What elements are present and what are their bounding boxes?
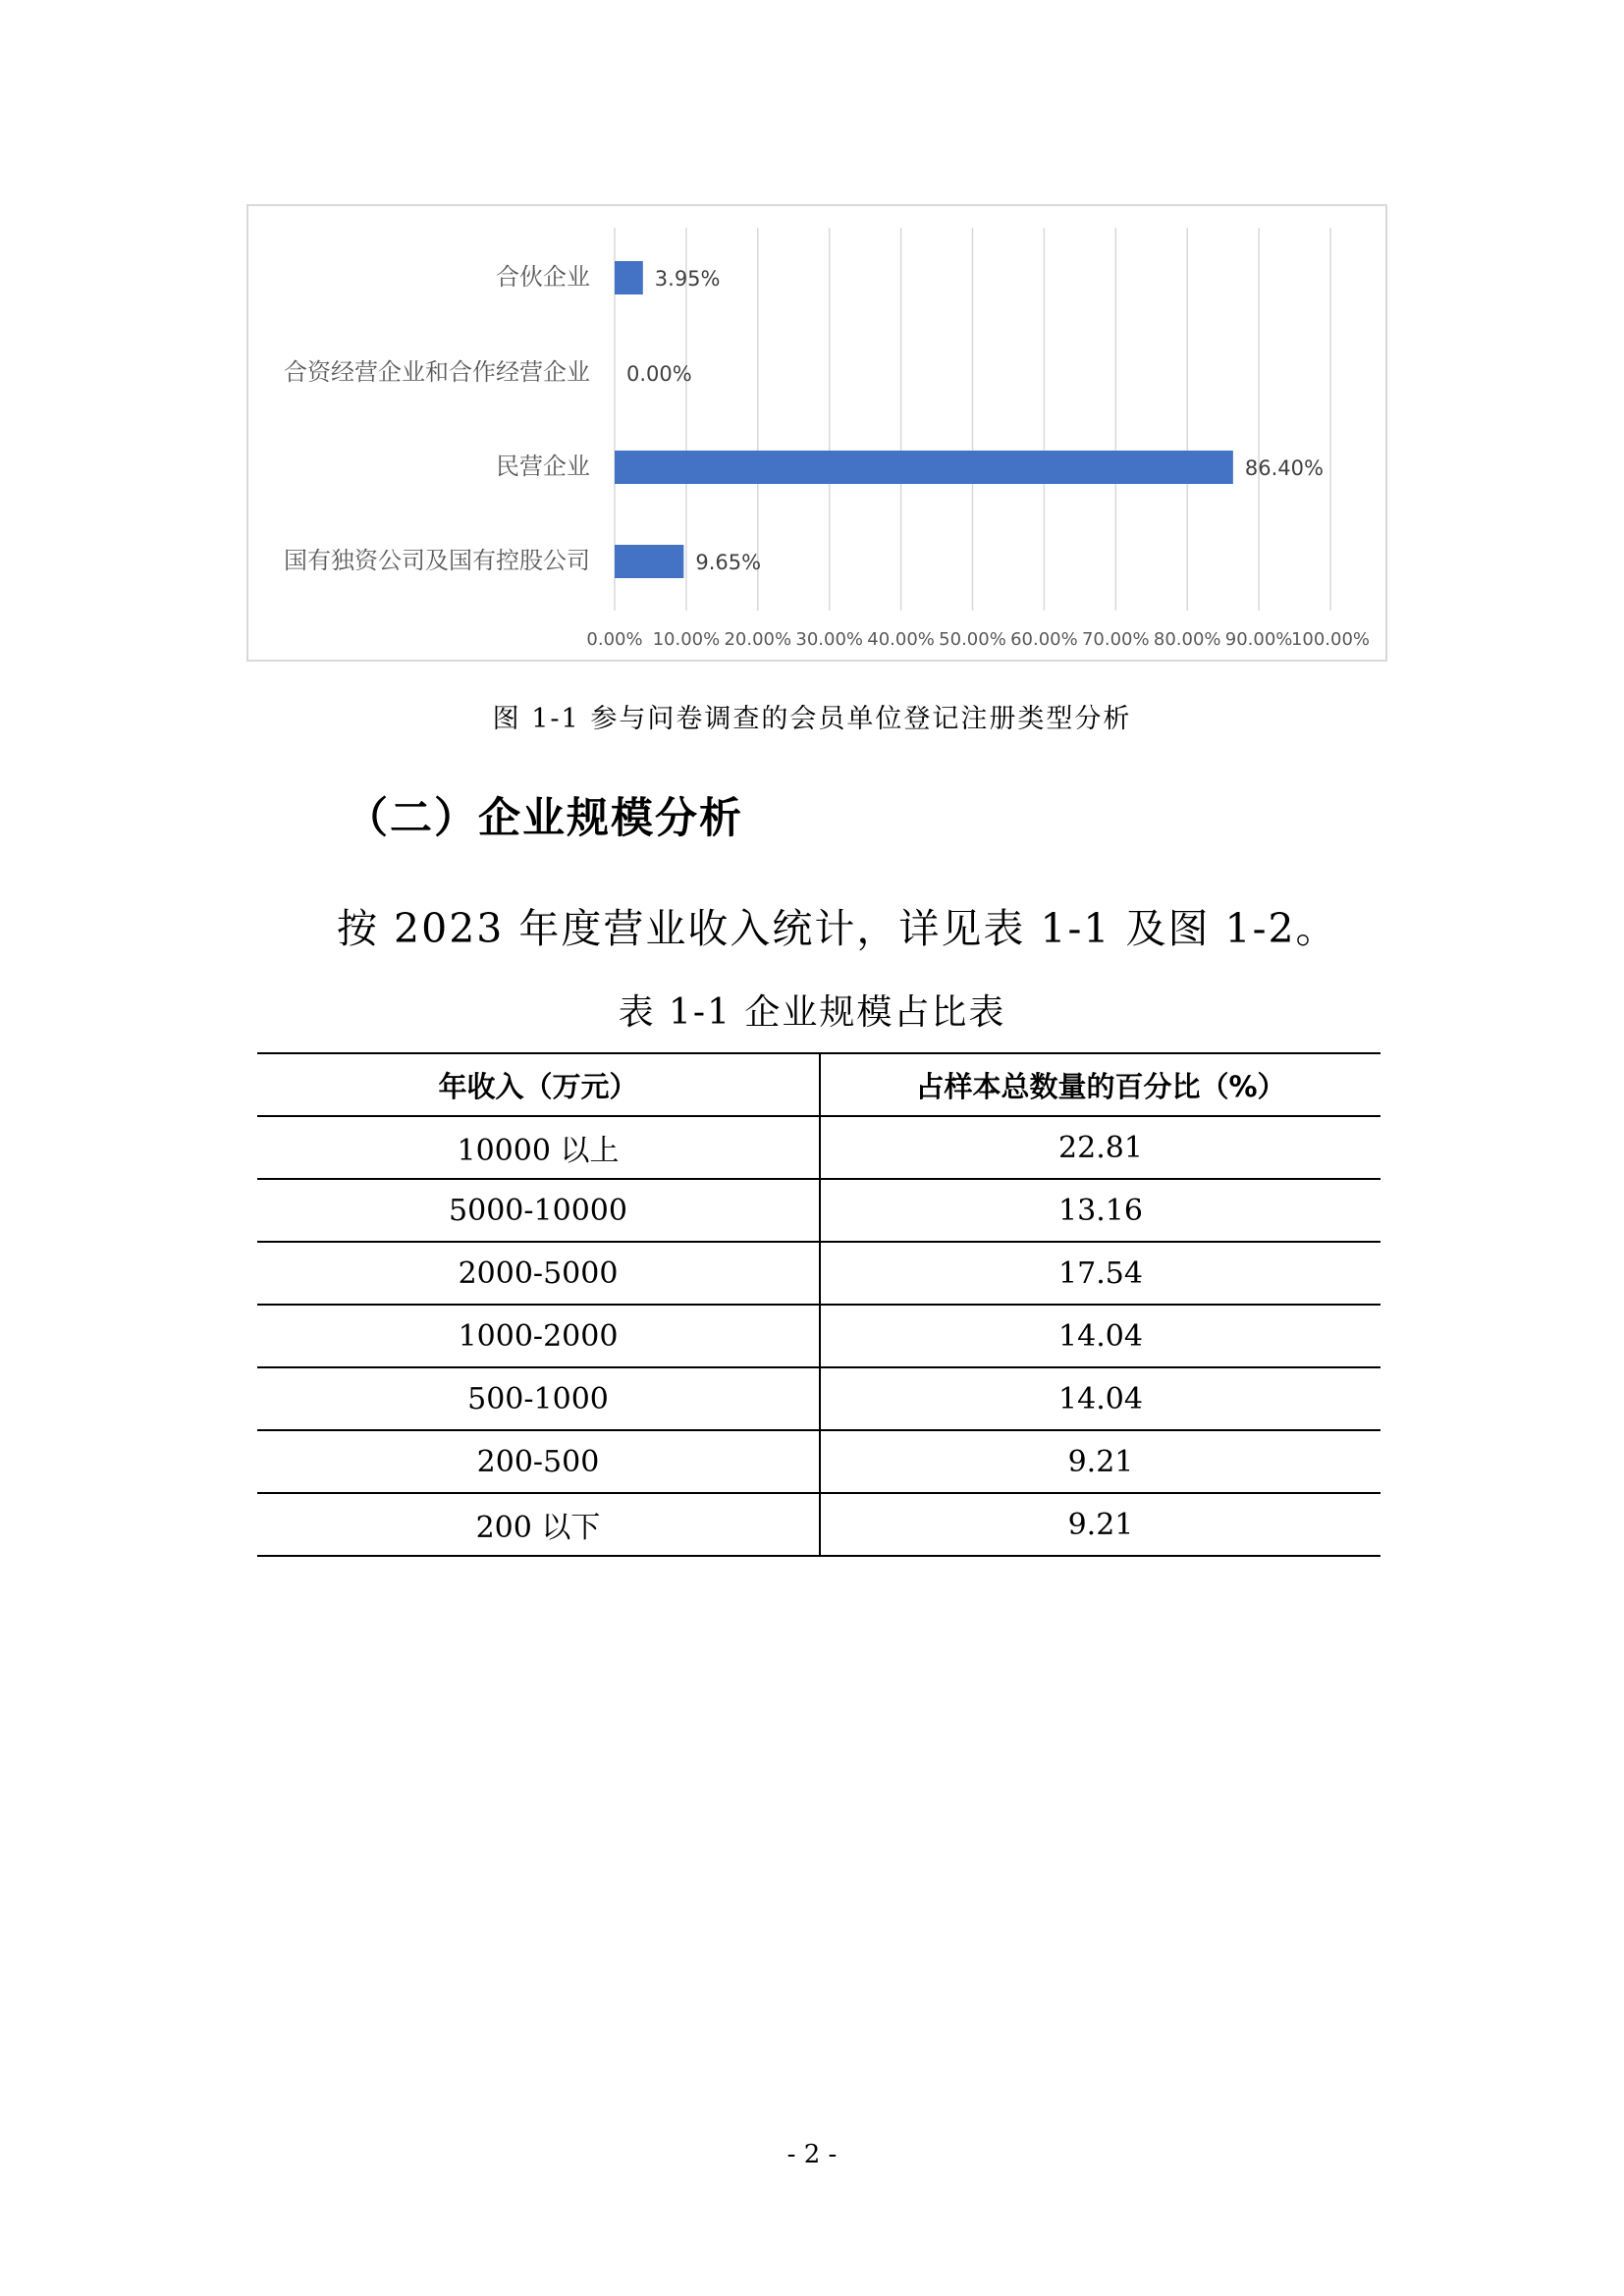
x-tick-label: 30.00% [795, 629, 864, 650]
cell-revenue-range: 10000 以上 [257, 1116, 820, 1179]
x-tick-label: 50.00% [939, 629, 1006, 650]
cell-percentage: 22.81 [820, 1116, 1380, 1179]
x-tick-label: 10.00% [652, 629, 721, 650]
category-label: 合伙企业 [496, 263, 590, 291]
cell-percentage: 9.21 [820, 1430, 1380, 1493]
cell-percentage: 14.04 [820, 1305, 1380, 1367]
x-tick-label: 0.00% [586, 629, 643, 650]
cell-percentage: 14.04 [820, 1367, 1380, 1430]
table-header-row [257, 1053, 1380, 1116]
cell-revenue-range: 5000-10000 [257, 1179, 820, 1242]
data-label: 9.65% [695, 551, 762, 574]
table-row [257, 1179, 1380, 1242]
bar [615, 451, 1233, 484]
table-row [257, 1430, 1380, 1493]
table-row [257, 1116, 1380, 1179]
table-row [257, 1493, 1380, 1556]
figure-caption: 图 1-1 参与问卷调查的会员单位登记注册类型分析 [492, 704, 1132, 734]
category-label: 合资经营企业和合作经营企业 [284, 358, 590, 386]
cell-revenue-range: 200-500 [257, 1430, 820, 1493]
table-row [257, 1242, 1380, 1305]
cell-revenue-range: 1000-2000 [257, 1305, 820, 1367]
cell-percentage: 9.21 [820, 1493, 1380, 1556]
data-label: 3.95% [654, 267, 721, 291]
bar-chart [246, 204, 1387, 662]
page-number: - 2 - [786, 2140, 838, 2169]
x-tick-label: 20.00% [724, 629, 792, 650]
body-paragraph: 按 2023 年度营业收入统计，详见表 1-1 及图 1-2。 [337, 905, 1338, 952]
enterprise-size-table [257, 1052, 1380, 1557]
bar-chart-svg [248, 206, 1385, 660]
header-annual-revenue: 年收入（万元） [257, 1053, 820, 1116]
cell-percentage: 17.54 [820, 1242, 1380, 1305]
category-label: 国有独资公司及国有控股公司 [284, 547, 590, 574]
data-label: 86.40% [1244, 456, 1324, 480]
x-tick-label: 90.00% [1224, 629, 1293, 650]
cell-revenue-range: 200 以下 [257, 1493, 820, 1556]
x-tick-label: 100.00% [1290, 629, 1371, 650]
header-percentage: 占样本总数量的百分比（%） [820, 1053, 1380, 1116]
cell-revenue-range: 2000-5000 [257, 1242, 820, 1305]
data-label: 0.00% [626, 362, 692, 386]
bar [615, 261, 643, 294]
table-row [257, 1305, 1380, 1367]
cell-revenue-range: 500-1000 [257, 1367, 820, 1430]
bar [615, 545, 683, 578]
section-heading: （二）企业规模分析 [346, 794, 743, 843]
cell-percentage: 13.16 [820, 1179, 1380, 1242]
table-caption: 表 1-1 企业规模占比表 [618, 992, 1006, 1033]
x-tick-label: 40.00% [867, 629, 935, 650]
x-tick-label: 70.00% [1081, 629, 1150, 650]
x-tick-label: 80.00% [1153, 629, 1221, 650]
category-label: 民营企业 [496, 453, 590, 480]
x-tick-label: 60.00% [1010, 629, 1078, 650]
table-row [257, 1367, 1380, 1430]
